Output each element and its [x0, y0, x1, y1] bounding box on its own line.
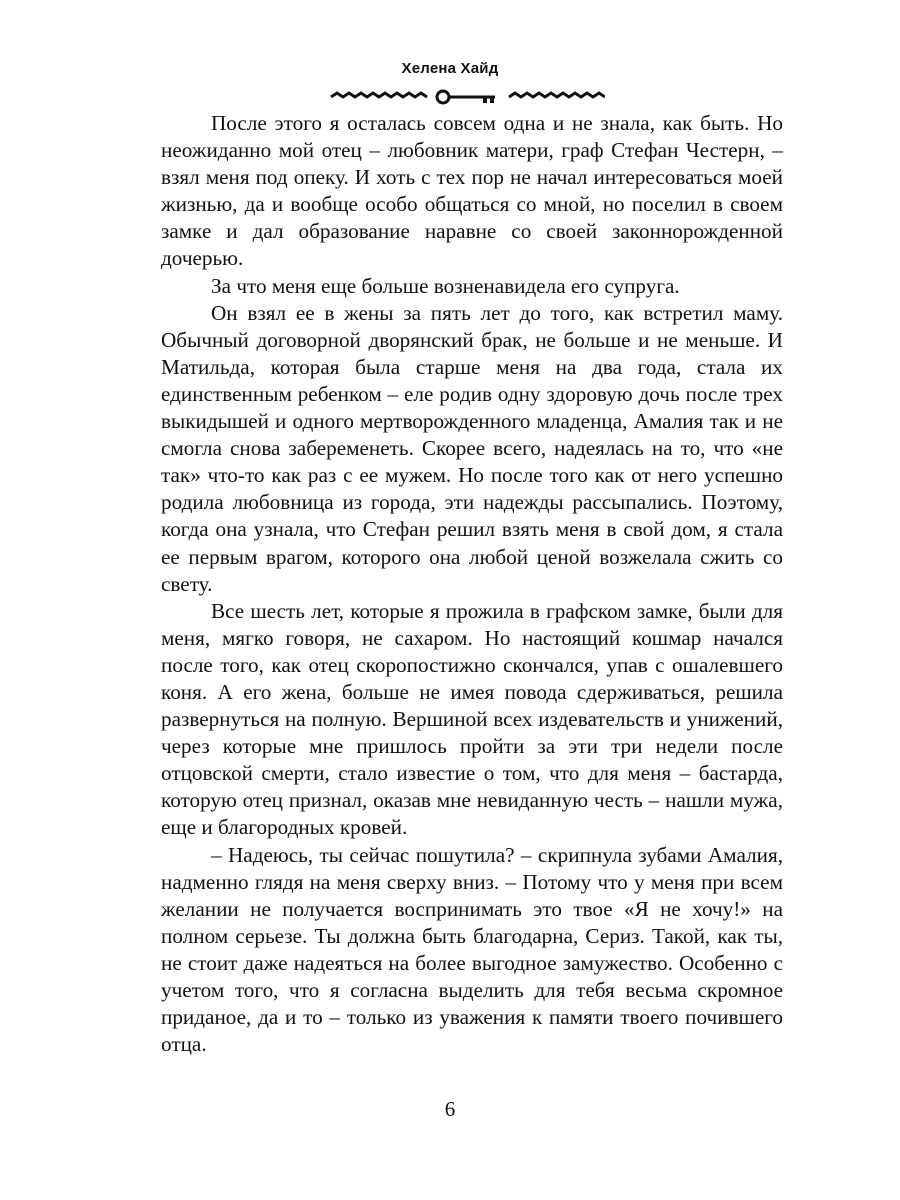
- body-text: [161, 110, 783, 1058]
- paragraph: Все шесть лет, которые я прожила в графском замке, были для меня, мягко говоря, не сахаром. Но настоящий кошмар начался после того, как отец скоропостижно скончался, упав с ошалевшего коня. А его жена, больше не имея повода сдерживаться, решила развернуться на полную. Вершиной всех издевательств и унижений, через которые мне пришлось пройти за эти три недели после отцовской смерти, стало известие о том, что для меня – бастарда, которую отец признал, оказав мне невиданную честь – нашли мужа, еще и благородных кровей.: [161, 598, 783, 840]
- page-number: 6: [444, 1097, 456, 1121]
- paragraph: Он взял ее в жены за пять лет до того, как встретил маму. Обычный договорной дворянский брак, не больше и не меньше. И Матильда, которая была старше меня на два года, стала их единственным ребенком – еле родив одну здоровую дочь после трех выкидышей и одного мертворожденного младенца, Амалия так и не смогла снова забеременеть. Скорее всего, надеялась на то, что «не так» что-то как раз с ее мужем. Но после того как от него успешно родила любовница из города, эти надежды рассыпались. Поэтому, когда она узнала, что Стефан решил взять меня в свой дом, я стала ее первым врагом, которого она любой ценой возжелала сжить со свету.: [161, 300, 783, 596]
- paragraph: – Надеюсь, ты сейчас пошутила? – скрипнула зубами Амалия, надменно глядя на меня сверху вниз. – Потому что у меня при всем желании не получается воспринимать это твое «Я не хочу!» на полном серьезе. Ты должна быть благодарна, Сериз. Такой, как ты, не стоит даже надеяться на более выгодное замужество. Особенно с учетом того, что я согласна выделить для тебя весьма скромное приданое, да и то – только из уважения к памяти твоего почившего отца.: [161, 842, 783, 1057]
- paragraph: За что меня еще больше возненавидела его супруга.: [211, 273, 680, 298]
- running-header: [0, 60, 900, 78]
- author-name: Хелена Хайд: [401, 60, 499, 77]
- key-ornament-icon: [325, 86, 605, 108]
- paragraph: После этого я осталась совсем одна и не знала, как быть. Но неожиданно мой отец – любовник матери, граф Стефан Честерн, – взял меня под опеку. И хоть с тех пор не начал интересоваться моей жизнью, да и вообще особо общаться со мной, но поселил в своем замке и дал образование наравне со своей законнорожденной дочерью.: [161, 111, 783, 271]
